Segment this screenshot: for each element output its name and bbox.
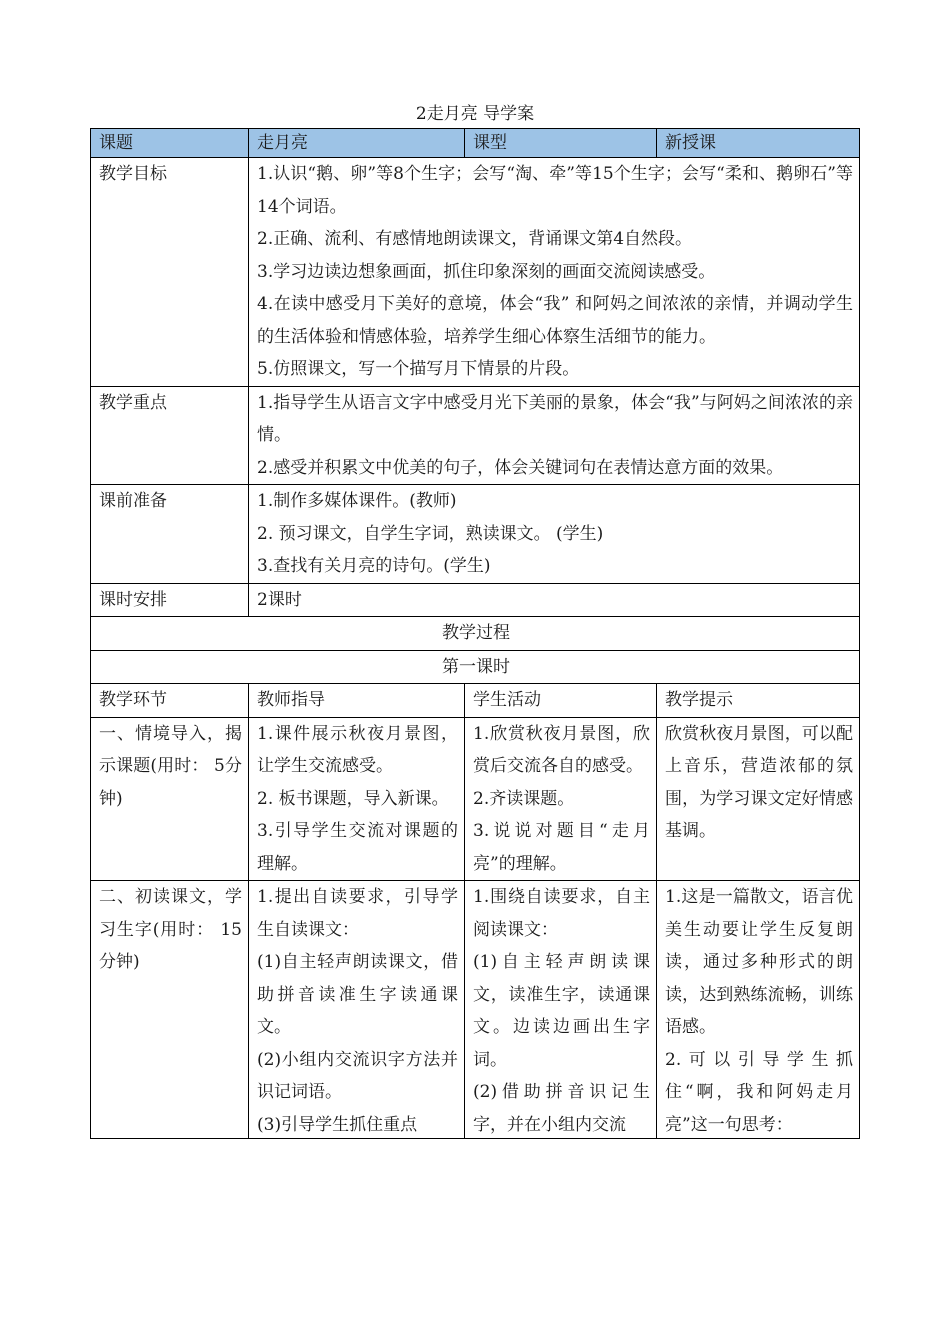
document-title: 2走月亮 导学案 bbox=[415, 104, 535, 124]
teacher-item: (3)引导学生抓住重点 bbox=[257, 1114, 418, 1135]
tips-item: 欣赏秋夜月景图，可以配上音乐，营造浓郁的氛围，为学习课文定好情感基调。 bbox=[665, 723, 853, 841]
teacher-item: 3.引导学生交流对课题的理解。 bbox=[257, 821, 458, 874]
student-cell bbox=[465, 881, 657, 1139]
process-row-2 bbox=[91, 881, 860, 1139]
tips-item: 2.可以引导学生抓住“啊，我和阿妈走月亮”这一句思考： bbox=[665, 1049, 853, 1135]
student-item: 2.齐读课题。 bbox=[473, 788, 575, 809]
schedule-value: 2课时 bbox=[249, 583, 860, 617]
header-topic-label: 课题 bbox=[91, 129, 249, 158]
header-type-value: 新授课 bbox=[657, 129, 860, 158]
schedule-label: 课时安排 bbox=[91, 583, 249, 617]
goal-item: 2.正确、流利、有感情地朗读课文，背诵课文第4自然段。 bbox=[257, 229, 693, 249]
header-type-label: 课型 bbox=[465, 129, 657, 158]
stage-cell bbox=[91, 881, 249, 1139]
prep-item: 1.制作多媒体课件。(教师) bbox=[257, 491, 457, 511]
prep-label: 课前准备 bbox=[91, 485, 249, 584]
teacher-cell bbox=[249, 717, 465, 881]
teacher-item: (2)小组内交流识字方法并识记词语。 bbox=[257, 1049, 458, 1102]
column-header-row bbox=[91, 684, 860, 718]
student-list bbox=[473, 881, 650, 1138]
goal-item: 4.在读中感受月下美好的意境，体会“我” 和阿妈之间浓浓的亲情，并调动学生的生活体验和情感体验，培养学生细心体察生活细节的能力。 bbox=[257, 294, 853, 347]
tips-list bbox=[665, 881, 853, 1138]
schedule-row bbox=[91, 583, 860, 617]
prep-item: 2. 预习课文，自学生字词，熟读课文。 (学生) bbox=[257, 523, 604, 544]
prep-item: 3.查找有关月亮的诗句。(学生) bbox=[257, 556, 491, 576]
lesson-title: 第一课时 bbox=[91, 650, 860, 684]
header-topic-value: 走月亮 bbox=[249, 129, 465, 158]
process-title: 教学过程 bbox=[91, 617, 860, 651]
student-cell bbox=[465, 717, 657, 881]
column-header-tips: 教学提示 bbox=[657, 684, 860, 718]
goal-item: 1.认识“鹅、卵”等8个生字；会写“淘、牵”等15个生字；会写“柔和、鹅卵石”等14个词语。 bbox=[257, 164, 853, 217]
stage-cell: 一、情境导入，揭示课题(用时： 5分钟) bbox=[91, 717, 249, 881]
teacher-item: 2. 板书课题，导入新课。 bbox=[257, 788, 449, 809]
focus-label: 教学重点 bbox=[91, 386, 249, 485]
teacher-item: 1.提出自读要求，引导学生自读课文： bbox=[257, 887, 458, 940]
focus-row bbox=[91, 386, 860, 485]
student-item: (1)自主轻声朗读课文，读准生字，读通课文。边读边画出生字词。 bbox=[473, 952, 650, 1070]
column-header-stage: 教学环节 bbox=[91, 684, 249, 718]
goal-item: 5.仿照课文，写一个描写月下情景的片段。 bbox=[257, 359, 580, 379]
goal-item: 3.学习边读边想象画面，抓住印象深刻的画面交流阅读感受。 bbox=[257, 261, 716, 282]
goals-label: 教学目标 bbox=[91, 158, 249, 387]
prep-content bbox=[249, 485, 860, 584]
column-header-student: 学生活动 bbox=[465, 684, 657, 718]
student-item: 3.说说对题目“走月亮”的理解。 bbox=[473, 821, 650, 874]
column-header-teacher: 教师指导 bbox=[249, 684, 465, 718]
focus-item: 1.指导学生从语言文字中感受月光下美丽的景象，体会“我”与阿妈之间浓浓的亲情。 bbox=[257, 392, 853, 445]
teacher-list bbox=[257, 881, 458, 1138]
goals-content bbox=[249, 158, 860, 387]
lesson-plan-table bbox=[90, 128, 860, 1139]
focus-item: 2.感受并积累文中优美的句子，体会关键词句在表情达意方面的效果。 bbox=[257, 457, 784, 478]
process-row-1 bbox=[91, 717, 860, 881]
teacher-item: (1)自主轻声朗读课文，借助拼音读准生字读通课文。 bbox=[257, 952, 458, 1037]
tips-cell bbox=[657, 881, 860, 1139]
header-row bbox=[91, 129, 860, 158]
goals-row bbox=[91, 158, 860, 387]
student-item: 1.围绕自读要求，自主阅读课文： bbox=[473, 887, 650, 940]
prep-row bbox=[91, 485, 860, 584]
student-item: 1.欣赏秋夜月景图，欣赏后交流各自的感受。 bbox=[473, 723, 650, 776]
lesson-title-row bbox=[91, 650, 860, 684]
process-title-row bbox=[91, 617, 860, 651]
stage-text: 二、初读课文，学习生字(用时： 15分钟) bbox=[99, 887, 242, 972]
tips-item: 1.这是一篇散文，语言优美生动要让学生反复朗读，通过多种形式的朗读，达到熟练流畅，训练语感。 bbox=[665, 887, 853, 1037]
teacher-cell bbox=[249, 881, 465, 1139]
tips-cell bbox=[657, 717, 860, 881]
focus-content bbox=[249, 386, 860, 485]
student-item: (2)借助拼音识记生字，并在小组内交流 bbox=[473, 1082, 650, 1135]
teacher-item: 1.课件展示秋夜月景图，让学生交流感受。 bbox=[257, 723, 458, 776]
